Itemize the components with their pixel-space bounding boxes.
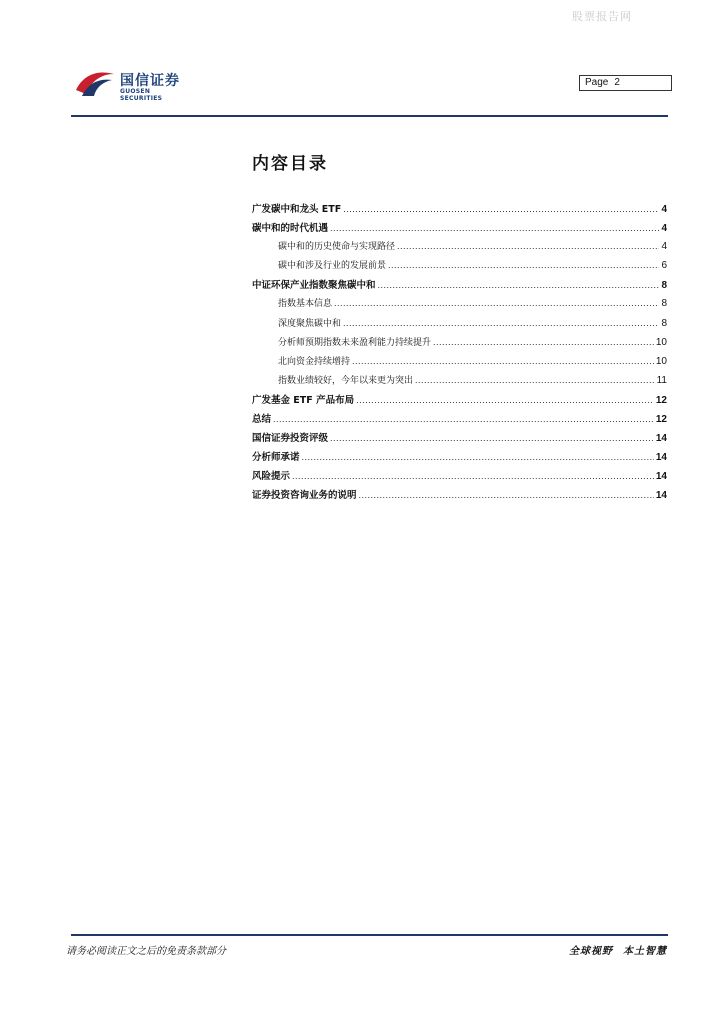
logo-mark-icon: [74, 68, 116, 98]
toc-leader-dots: [330, 223, 659, 233]
toc-entry-title: 碳中和涉及行业的发展前景: [278, 261, 387, 272]
toc-entry-page: 4: [661, 241, 667, 253]
toc-entry-title: 证券投资咨询业务的说明: [252, 490, 357, 502]
toc-leader-dots: [397, 241, 659, 251]
toc-entry[interactable]: [252, 220, 667, 239]
toc-leader-dots: [343, 204, 659, 214]
toc-entry-page: 8: [661, 298, 667, 310]
toc-entry-title: 风险提示: [252, 471, 291, 483]
toc-entry[interactable]: [252, 239, 667, 258]
toc-entry[interactable]: [252, 277, 667, 296]
toc-entry-page: 11: [656, 374, 667, 386]
toc-entry-title: 中证环保产业指数聚焦碳中和: [252, 280, 376, 292]
toc-entry-title: 分析师预期指数未来盈利能力持续提升: [278, 337, 432, 348]
toc-entry-page: 14: [655, 433, 667, 445]
toc-entry-page: 10: [655, 336, 667, 348]
toc-leader-dots: [273, 414, 654, 424]
toc-entry-page: 6: [661, 260, 667, 272]
footer-slogan: [569, 942, 667, 957]
toc-entry[interactable]: [252, 258, 667, 277]
slogan-part-2: 本土智慧: [623, 946, 667, 957]
slogan-part-1: 全球视野: [569, 946, 613, 957]
page-number: 2: [614, 77, 620, 88]
watermark: 股票报告网: [572, 10, 632, 23]
table-of-contents: [252, 201, 667, 507]
toc-entry-page: 12: [655, 394, 667, 406]
toc-entry-title: 深度聚焦碳中和: [278, 318, 342, 329]
toc-entry[interactable]: [252, 449, 667, 468]
footer-divider: [71, 934, 668, 936]
toc-entry[interactable]: [252, 335, 667, 354]
toc-leader-dots: [359, 490, 654, 500]
toc-entry-title: 指数业绩较好，今年以来更为突出: [278, 375, 414, 386]
toc-leader-dots: [292, 471, 654, 481]
toc-entry-title: 国信证券投资评级: [252, 433, 329, 445]
page-number-box: [579, 75, 672, 91]
toc-entry-title: 总结: [252, 414, 272, 426]
toc-entry-page: 14: [655, 490, 667, 502]
toc-entry[interactable]: [252, 354, 667, 373]
footer-disclaimer: 请务必阅读正文之后的免责条款部分: [66, 946, 226, 957]
toc-leader-dots: [433, 337, 654, 347]
toc-entry-page: 10: [655, 355, 667, 367]
toc-entry-title: 指数基本信息: [278, 299, 333, 310]
logo-chinese-name: 国信证券: [120, 73, 180, 89]
toc-entry-page: 12: [655, 414, 667, 426]
toc-entry[interactable]: [252, 487, 667, 506]
toc-entry-title: 广发基金 ETF 产品布局: [252, 394, 355, 406]
toc-entry-title: 碳中和的时代机遇: [252, 223, 329, 235]
page-label: Page: [585, 77, 609, 88]
company-logo: [74, 66, 194, 100]
toc-entry-page: 8: [661, 280, 667, 292]
toc-entry-page: 4: [661, 223, 667, 235]
toc-entry-page: 14: [655, 471, 667, 483]
header-divider: [71, 115, 668, 117]
toc-leader-dots: [330, 433, 654, 443]
toc-leader-dots: [352, 356, 654, 366]
toc-leader-dots: [415, 375, 655, 385]
toc-entry[interactable]: [252, 411, 667, 430]
toc-entry[interactable]: [252, 316, 667, 335]
toc-leader-dots: [378, 280, 660, 290]
toc-entry-title: 北向资金持续增持: [278, 356, 351, 367]
toc-entry[interactable]: [252, 373, 667, 392]
toc-entry-page: 8: [661, 317, 667, 329]
toc-leader-dots: [334, 298, 659, 308]
toc-entry-title: 广发碳中和龙头 ETF: [252, 204, 342, 215]
toc-entry-title: 碳中和的历史使命与实现路径: [278, 242, 396, 253]
toc-leader-dots: [388, 260, 659, 270]
toc-entry[interactable]: [252, 468, 667, 487]
toc-leader-dots: [302, 452, 654, 462]
toc-entry[interactable]: [252, 296, 667, 315]
logo-english-name: GUOSEN SECURITIES: [120, 88, 163, 102]
toc-entry[interactable]: [252, 201, 667, 220]
toc-entry[interactable]: [252, 430, 667, 449]
toc-entry-page: 4: [661, 204, 667, 215]
toc-entry-title: 分析师承诺: [252, 452, 300, 464]
toc-leader-dots: [343, 318, 659, 328]
toc-entry-page: 14: [655, 452, 667, 464]
toc-leader-dots: [356, 395, 654, 405]
toc-entry[interactable]: [252, 392, 667, 411]
toc-title: 内容目录: [252, 154, 328, 174]
